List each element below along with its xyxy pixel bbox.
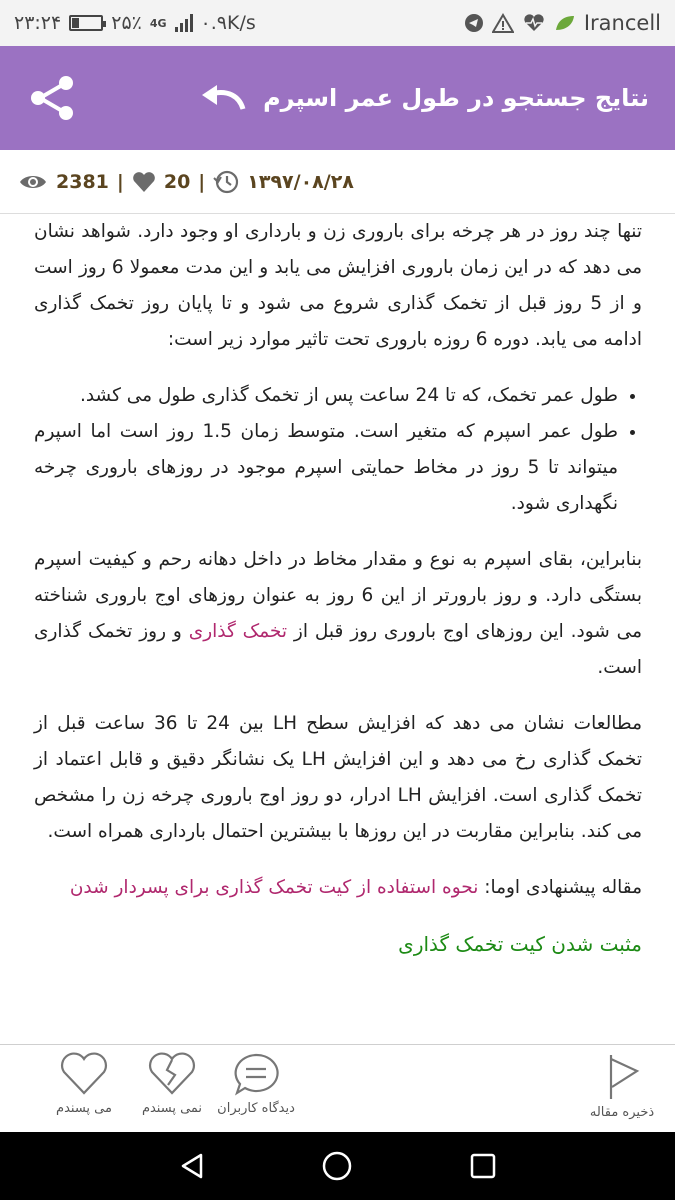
meta-separator: | [116, 170, 124, 193]
share-button[interactable] [26, 72, 78, 124]
net-speed: ۰.۹K/s [200, 12, 256, 34]
network-type: 4G [149, 16, 167, 30]
back-button[interactable] [199, 83, 247, 113]
share-icon [26, 72, 78, 124]
suggested-article [34, 870, 642, 906]
battery-icon [69, 15, 103, 31]
article-body [0, 214, 675, 1044]
health-icon [522, 13, 546, 33]
signal-icon [175, 14, 193, 32]
status-right [464, 11, 661, 35]
leaf-icon [554, 13, 576, 33]
like-count: 20 [163, 170, 191, 193]
warning-icon [492, 13, 514, 33]
dislike-button[interactable] [132, 1051, 212, 1116]
nav-back-icon[interactable] [177, 1151, 207, 1181]
like-button[interactable] [52, 1051, 116, 1116]
comments-label: دیدگاه کاربران [217, 1101, 295, 1116]
meta-separator: | [198, 170, 206, 193]
bullet-item: • طول عمر اسپرم که متغیر است. متوسط زمان 1.5 روز است اما اسپرم میتواند تا 5 روز در مخاط حمایتی اسپرم موجود در روزهای باروری چرخه نگهداری شود. [34, 414, 618, 522]
article-bullet-list [34, 378, 642, 522]
header-title-group [199, 83, 649, 113]
article-paragraph: مطالعات نشان می دهد که افزایش سطح LH بین 24 تا 36 ساعت قبل از تخمک گذاری رخ می دهد و این افزایش LH یک نشانگر دقیق و قابل اعتماد از تخمک گذاری است. افزایش LH ادرار، دو روز اوج باروری چرخه زن را مشخص می کند. بنابراین مقاربت در این روزها با بیشترین احتمال بارداری همراه است. [34, 713, 643, 842]
comment-bubble-icon [230, 1051, 282, 1097]
publish-date: ۱۳۹۷/۰۸/۲۸ [247, 170, 354, 193]
suggested-article-link[interactable]: نحوه استفاده از کیت تخمک گذاری برای پسردار شدن [69, 877, 479, 898]
heart-icon [132, 171, 156, 193]
eye-icon [18, 172, 48, 192]
carrier-name: Irancell [583, 11, 661, 35]
status-left [14, 12, 256, 34]
ovulation-link[interactable]: تخمک گذاری [188, 621, 288, 642]
telegram-icon [464, 13, 484, 33]
battery-percent: ۲۵٪ [111, 12, 142, 34]
article-paragraph: بنابراین، بقای اسپرم به نوع و مقدار مخاط در داخل دهانه رحم و کیفیت اسپرم بستگی دارد. و روز بارورتر از این 6 روز به عنوان روزهای اوج باروری شناخته می شود. این روزهای اوج باروری روز قبل از تخمک گذاری و روز تخمک گذاری است. [34, 549, 643, 678]
article-paragraph: تنها چند روز در هر چرخه برای باروری زن و بارداری او وجود دارد. شواهد نشان می دهد که در این زمان باروری افزایش می یابد و این مدت معمولا 6 روز است و از 5 روز قبل از تخمک گذاری شروع می شود و تا پایان روز تخمک گذاری ادامه می یابد. دوره 6 روزه باروری تحت تاثیر موارد زیر است: [34, 221, 642, 350]
like-label: می پسندم [56, 1101, 112, 1116]
status-bar [0, 0, 675, 46]
bullet-item: • طول عمر تخمک، که تا 24 ساعت پس از تخمک گذاری طول می کشد. [34, 378, 618, 414]
heart-outline-icon [58, 1051, 110, 1097]
page-title: نتایج جستجو در طول عمر اسپرم [263, 84, 649, 112]
nav-home-icon[interactable] [321, 1150, 353, 1182]
flag-icon [599, 1051, 645, 1101]
clock: ۲۳:۲۴ [14, 12, 62, 34]
broken-heart-icon [146, 1051, 198, 1097]
app-bar [0, 46, 675, 150]
action-bar [0, 1044, 675, 1132]
save-label: ذخیره مقاله [589, 1105, 655, 1120]
related-article-link[interactable]: مثبت شدن کیت تخمک گذاری [398, 932, 642, 956]
suggested-label: مقاله پیشنهادی اوما: [478, 877, 642, 898]
view-count: 2381 [56, 170, 109, 193]
save-article-button[interactable] [582, 1051, 662, 1120]
back-arrow-icon [199, 83, 247, 113]
system-nav-bar [0, 1132, 675, 1200]
history-clock-icon [213, 169, 239, 195]
dislike-label: نمی پسندم [141, 1101, 203, 1116]
article-meta [0, 150, 675, 214]
comments-button[interactable] [208, 1051, 304, 1116]
nav-recents-icon[interactable] [468, 1151, 498, 1181]
